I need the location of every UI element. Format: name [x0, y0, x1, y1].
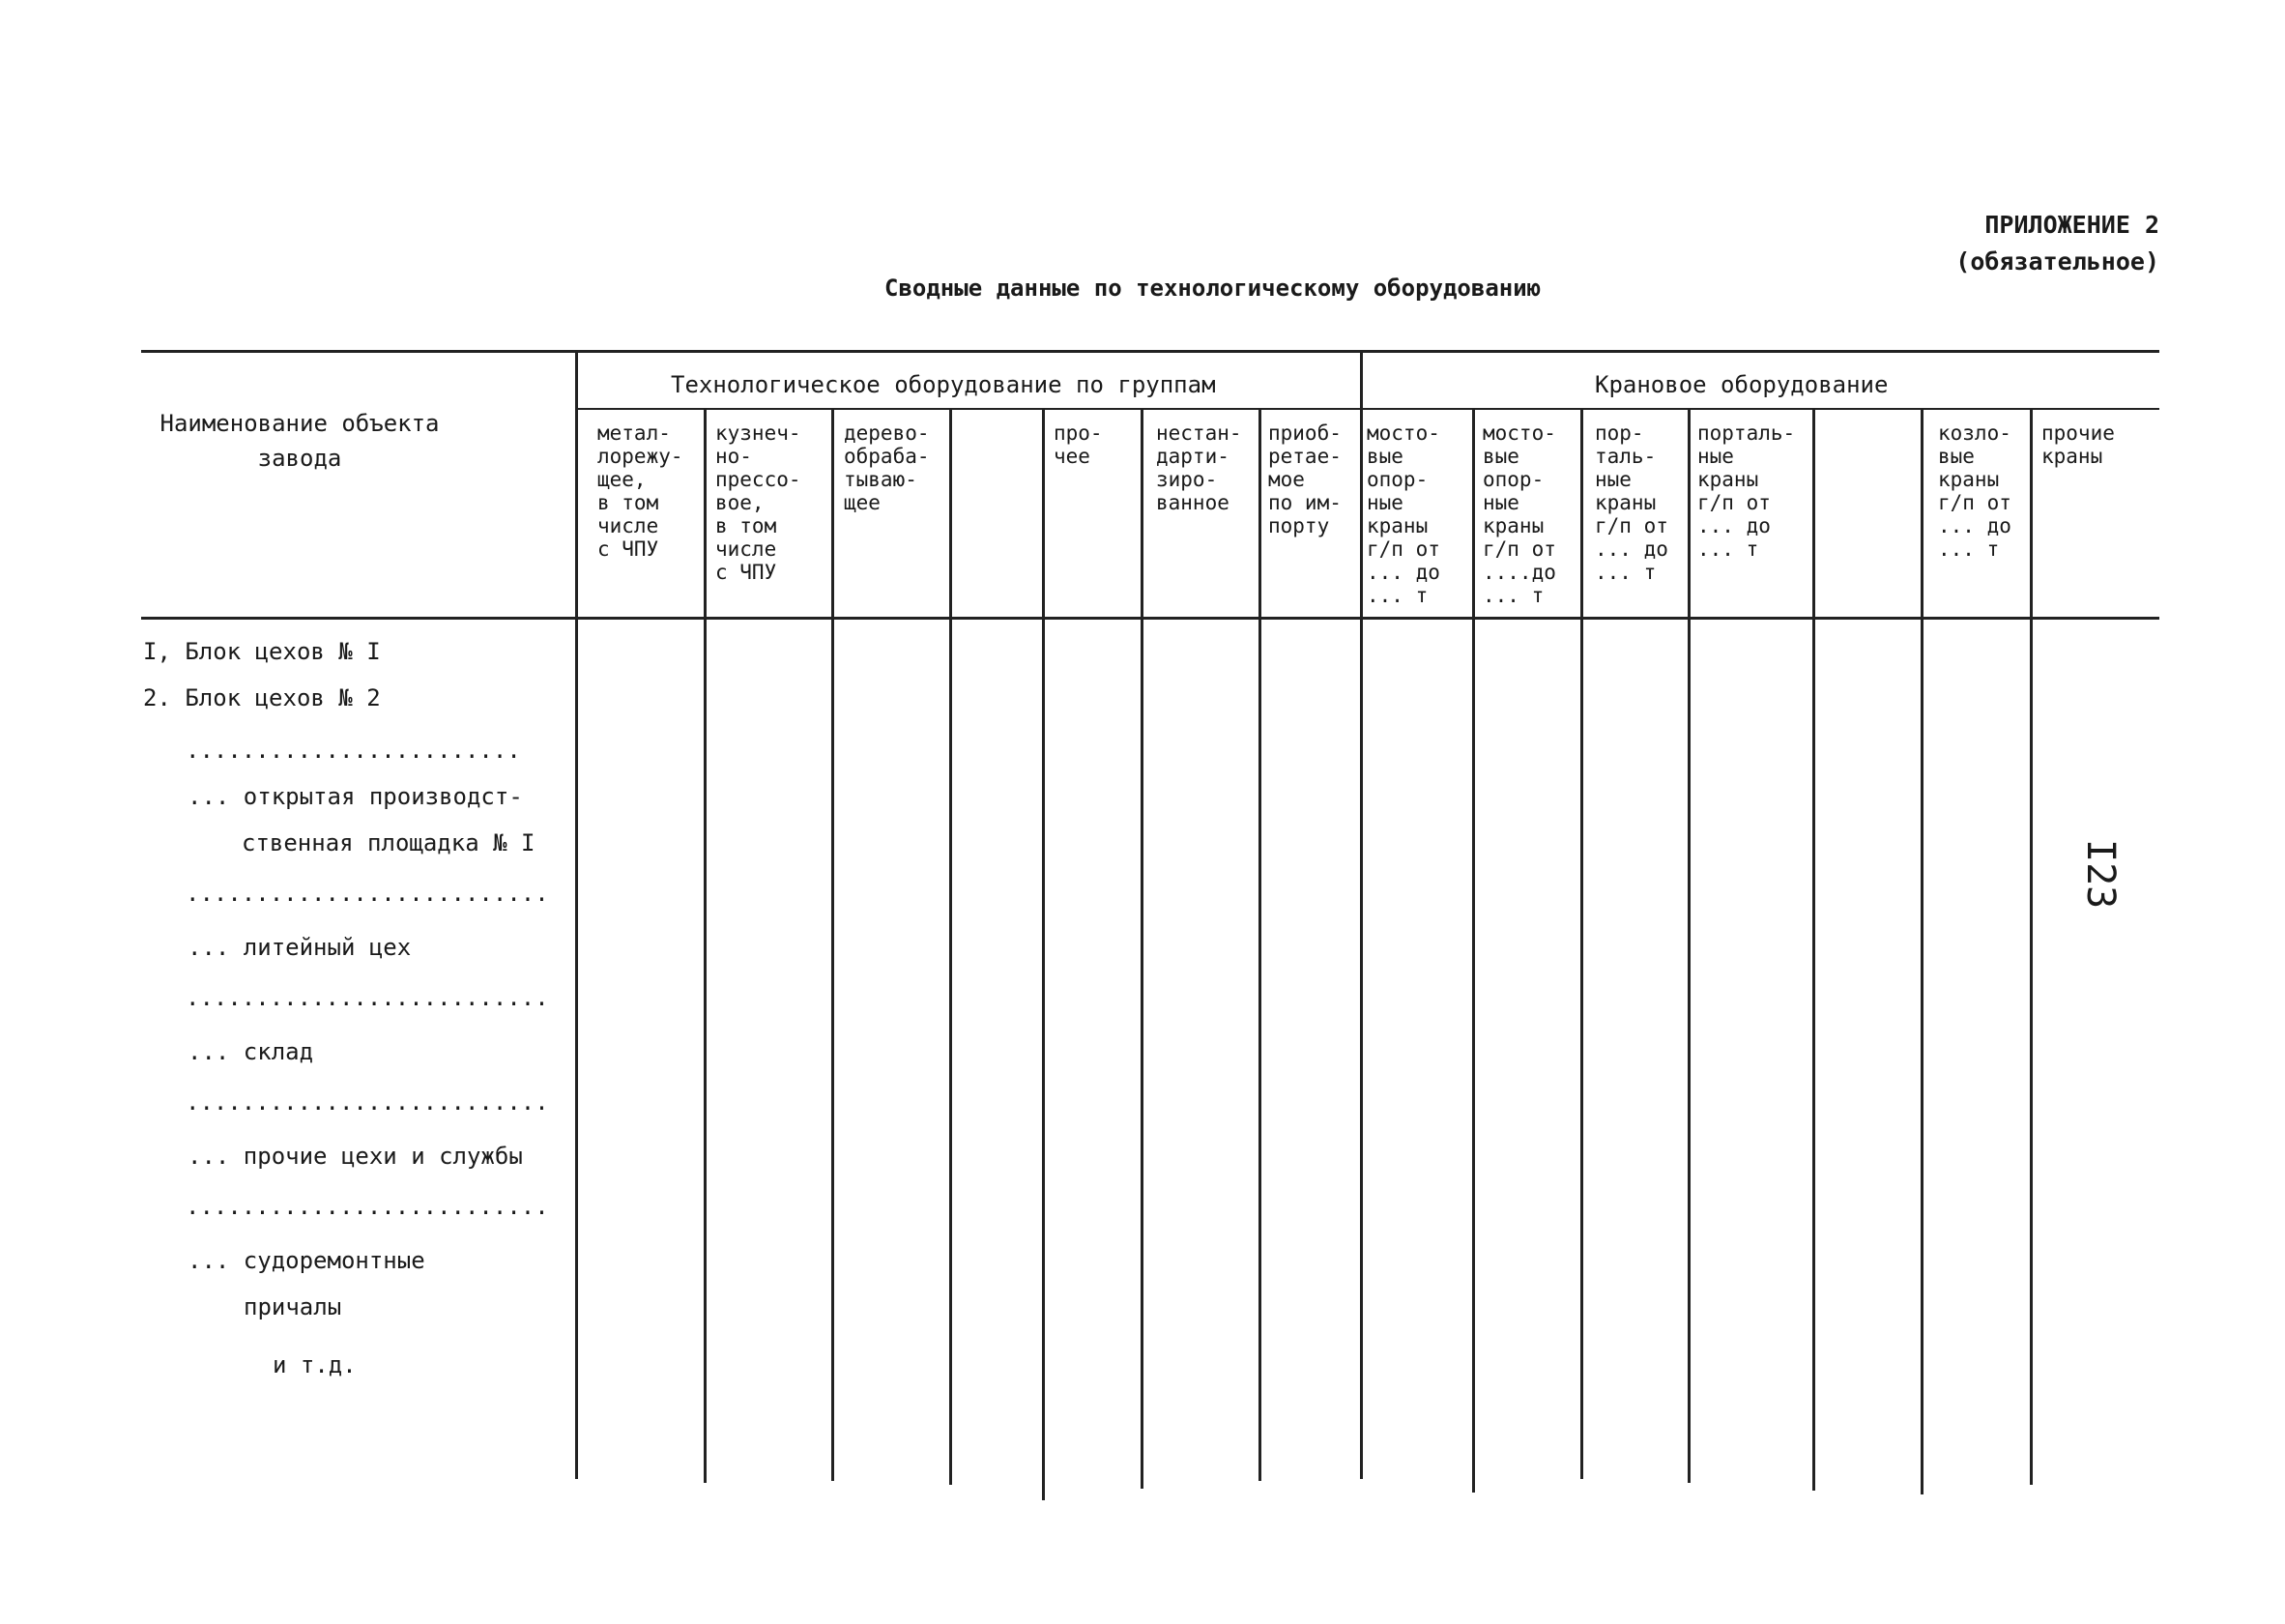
tech-group-header: Технологическое оборудование по группам: [671, 371, 1216, 398]
tech-column-header: приоб- ретае- мое по им- порту: [1268, 421, 1342, 537]
tech-column-header: кузнеч- но- прессо- вое, в том числе с ЧПУ: [715, 421, 801, 584]
col-line: [1141, 410, 1143, 1489]
table-row: ..........................: [186, 1088, 549, 1116]
table-row: 2. Блок цехов № 2: [143, 684, 381, 711]
col-line: [1472, 410, 1475, 1493]
col-line: [1360, 350, 1363, 1479]
table-row: причалы: [244, 1293, 342, 1320]
col-line: [1688, 410, 1691, 1483]
col-line: [2030, 410, 2033, 1485]
crane-column-header: мосто- вые опор- ные краны г/п от ....до ... т: [1483, 421, 1556, 607]
table-top-rule: [141, 350, 2159, 353]
col-line: [831, 410, 834, 1481]
table-row: ..........................: [186, 984, 549, 1011]
header-bottom-rule: [141, 617, 2159, 620]
table-row: ..........................: [186, 1193, 549, 1220]
tech-column-header: дерево- обраба- тываю- щее: [844, 421, 930, 514]
tech-column-header: про- чее: [1054, 421, 1103, 468]
table-row: ... открытая производст-: [188, 783, 523, 810]
crane-column-header: козло- вые краны г/п от ... до ... т: [1938, 421, 2011, 561]
table-row: I, Блок цехов № I: [143, 638, 381, 665]
col-line: [1580, 410, 1583, 1479]
appendix-block: [1955, 207, 2159, 280]
crane-group-header: Крановое оборудование: [1595, 371, 1889, 398]
table-row: ... литейный цех: [188, 934, 412, 961]
appendix-label: ПРИЛОЖЕНИЕ 2: [1984, 211, 2159, 239]
col-line: [575, 350, 578, 1479]
col-line: [1812, 410, 1815, 1491]
crane-column-header: мосто- вые опор- ные краны г/п от ... до ... т: [1367, 421, 1440, 607]
col-line: [949, 410, 952, 1485]
crane-column-header: прочие краны: [2041, 421, 2115, 468]
col-line: [1921, 410, 1923, 1494]
page-title: Сводные данные по технологическому оборудованию: [884, 275, 1542, 302]
appendix-note: (обязательное): [1955, 247, 2159, 276]
crane-column-header: порталь- ные краны г/п от ... до ... т: [1697, 421, 1796, 561]
tech-column-header: нестан- дарти- зиро- ванное: [1156, 421, 1242, 514]
crane-column-header: пор- таль- ные краны г/п от ... до ... т: [1595, 421, 1668, 584]
table-row: ... склад: [188, 1038, 314, 1065]
page-number: I23: [2078, 839, 2123, 910]
table-row: ственная площадка № I: [242, 829, 535, 856]
object-name-header: Наименование объекта завода: [159, 410, 440, 472]
table-row: и т.д.: [273, 1351, 357, 1378]
table-row: ... прочие цехи и службы: [188, 1143, 523, 1170]
col-line: [1042, 410, 1045, 1500]
col-line: [704, 410, 707, 1483]
table-row: ........................: [186, 737, 521, 764]
table-row: ..........................: [186, 880, 549, 907]
col-line: [1258, 410, 1261, 1481]
table-row: ... судоремонтные: [188, 1247, 425, 1274]
tech-column-header: метал- лорежу- щее, в том числе с ЧПУ: [597, 421, 683, 561]
